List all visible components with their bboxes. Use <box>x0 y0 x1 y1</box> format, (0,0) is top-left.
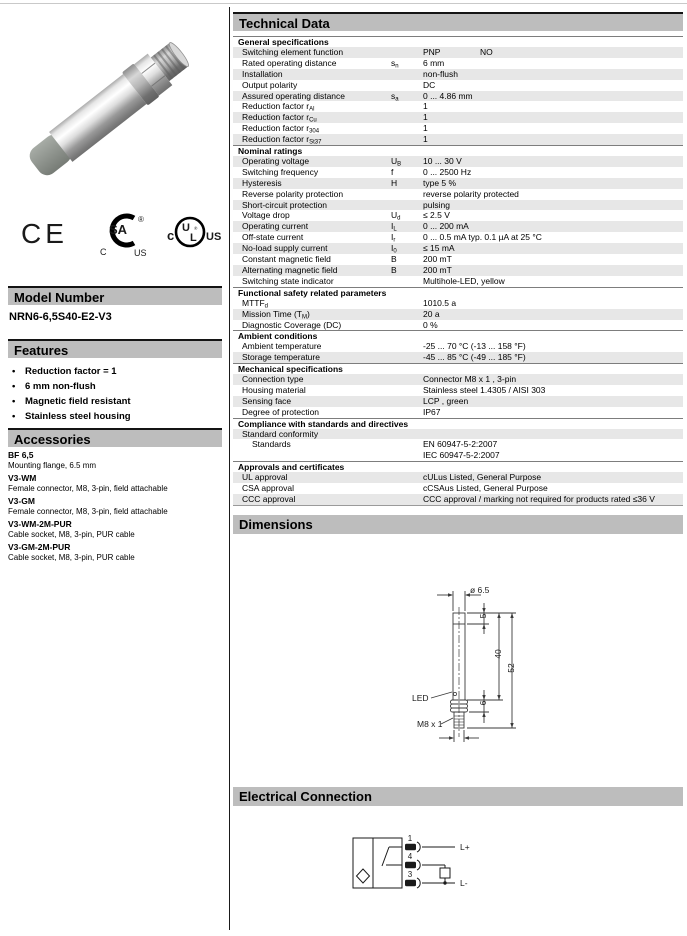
spec-row <box>233 91 683 102</box>
ul-mark-icon <box>160 214 222 252</box>
accessory-item <box>8 519 222 540</box>
spec-symbol <box>391 80 423 91</box>
dim-label-diameter: ø 6.5 <box>470 585 490 595</box>
product-photo <box>8 12 222 204</box>
spec-symbol <box>391 134 423 145</box>
features-list <box>8 366 222 426</box>
spec-label: Sensing face <box>242 395 292 406</box>
spec-symbol <box>391 483 423 494</box>
svg-text:SA: SA <box>109 222 128 237</box>
spec-label: UL approval <box>242 472 288 483</box>
dimensions-header-label: Dimensions <box>239 517 313 532</box>
spec-label: Reduction factor $r_{304}$ <box>242 123 320 135</box>
spec-row <box>233 156 683 167</box>
spec-row <box>233 396 683 407</box>
spec-label: Ambient temperature <box>242 341 322 352</box>
ce-mark-icon <box>20 216 82 250</box>
spec-row <box>233 232 683 243</box>
spec-label: Diagnostic Coverage (DC) <box>242 319 342 330</box>
accessories-list <box>8 450 222 565</box>
feature-item: • 6 mm non-flush <box>8 381 222 392</box>
technical-data-header <box>233 12 683 31</box>
dim-label-40: 40 <box>493 649 503 659</box>
table-section-title: Compliance with standards and directives <box>233 418 683 429</box>
dimensions-header <box>233 515 683 534</box>
spec-value: 1010.5 a <box>423 297 457 308</box>
model-number-header <box>8 286 222 305</box>
spec-label: Degree of protection <box>242 406 320 417</box>
svg-text:CE: CE <box>21 218 68 249</box>
spec-symbol: $s_n$ <box>391 57 399 70</box>
spec-row <box>233 472 683 483</box>
spec-row <box>233 298 683 309</box>
sensor-barrel <box>49 74 146 162</box>
table-section-title: Functional safety related parameters <box>233 287 683 298</box>
spec-row <box>233 80 683 91</box>
spec-value: 0 ... 2500 Hz <box>423 166 472 177</box>
column-divider <box>229 7 230 930</box>
accessories-header-label: Accessories <box>14 432 91 447</box>
spec-label: No-load supply current <box>242 243 328 254</box>
spec-value: ≤ 15 mA <box>423 243 455 254</box>
spec-label: Output polarity <box>242 79 298 90</box>
spec-value: 0 ... 4.86 mm <box>423 90 473 101</box>
spec-row <box>233 494 683 505</box>
dim-label-52: 52 <box>506 663 516 673</box>
spec-symbol <box>391 407 423 418</box>
feature-item: • Magnetic field resistant <box>8 396 222 407</box>
spec-value: 200 mT <box>423 254 452 265</box>
features-header <box>8 339 222 358</box>
spec-value: 1 <box>423 123 428 134</box>
spec-symbol <box>391 472 423 483</box>
electrical-diagram <box>233 807 683 932</box>
spec-label: Constant magnetic field <box>242 254 331 265</box>
spec-label: CSA approval <box>242 483 294 494</box>
spec-symbol <box>391 309 423 320</box>
spec-label: Off-state current <box>242 232 304 243</box>
svg-text:C: C <box>100 247 107 257</box>
spec-value: cCSAus Listed, General Purpose <box>423 483 548 494</box>
spec-value: 6 mm <box>423 57 445 68</box>
electrical-header-label: Electrical Connection <box>239 789 372 804</box>
spec-value: reverse polarity protected <box>423 188 519 199</box>
spec-value: IP67 <box>423 406 441 417</box>
accessory-description: Mounting flange, 6.5 mm <box>8 461 97 470</box>
accessory-item <box>8 496 222 517</box>
spec-row <box>233 407 683 418</box>
table-section-title: Approvals and certificates <box>233 461 683 472</box>
spec-label: Housing material <box>242 384 306 395</box>
spec-label: Switching state indicator <box>242 275 334 286</box>
csa-mark-icon <box>96 210 152 258</box>
spec-label: Alternating magnetic field <box>242 265 338 275</box>
load-symbol <box>440 868 450 878</box>
spec-label: Reduction factor $r_{Cu}$ <box>242 112 317 124</box>
spec-value: LCP , green <box>423 395 469 406</box>
technical-data-header-label: Technical Data <box>239 16 330 31</box>
dim-label-6: 6 <box>478 700 488 706</box>
spec-value: 0 % <box>423 319 438 330</box>
table-section-title: General specifications <box>233 36 683 47</box>
accessory-description: Cable socket, M8, 3-pin, PUR cable <box>8 530 135 539</box>
spec-row <box>233 276 683 287</box>
spec-symbol <box>391 374 423 385</box>
spec-row <box>233 320 683 331</box>
svg-text:US: US <box>206 231 222 243</box>
spec-label: Standards <box>252 439 291 450</box>
table-section-title: Ambient conditions <box>233 330 683 341</box>
dim-label-led: LED <box>412 693 429 703</box>
spec-symbol: H <box>391 177 398 188</box>
spec-label: Mission Time $(T_M)$ <box>242 308 310 321</box>
spec-value: non-flush <box>423 68 458 79</box>
table-section-title: Mechanical specifications <box>233 363 683 374</box>
spec-row <box>233 47 683 58</box>
spec-symbol <box>391 276 423 287</box>
spec-label: Operating voltage <box>242 155 310 166</box>
svg-text:®: ® <box>194 226 198 231</box>
features-header-label: Features <box>14 343 69 358</box>
spec-label: Voltage drop <box>242 210 290 221</box>
spec-label: Assured operating distance <box>242 90 346 101</box>
spec-symbol: B <box>391 254 397 265</box>
pin-3-label: 3 <box>407 870 413 879</box>
spec-row <box>233 243 683 254</box>
spec-symbol <box>391 352 423 363</box>
spec-value: 20 a <box>423 308 440 319</box>
spec-row <box>233 374 683 385</box>
electrical-header <box>233 787 683 806</box>
spec-symbol <box>391 47 423 58</box>
spec-label: Switching element function <box>242 46 344 57</box>
spec-symbol <box>391 385 423 396</box>
spec-row <box>233 254 683 265</box>
spec-row <box>233 123 683 134</box>
spec-value: EN 60947-5-2:2007 IEC 60947-5-2:2007 <box>423 439 500 461</box>
accessory-description: Female connector, M8, 3-pin, field attachable <box>8 507 168 516</box>
spec-symbol: $U_B$ <box>391 155 402 168</box>
spec-row <box>233 58 683 69</box>
accessory-name: V3-WM-2M-PUR <box>8 519 72 529</box>
spec-row <box>233 210 683 221</box>
accessories-header <box>8 428 222 447</box>
spec-value: 0 ... 0.5 mA typ. 0.1 µA at 25 °C <box>423 232 542 243</box>
spec-value-secondary: NO <box>480 46 493 57</box>
spec-row <box>233 352 683 363</box>
accessory-name: V3-GM-2M-PUR <box>8 542 71 552</box>
svg-text:®: ® <box>138 215 144 224</box>
feature-item: • Reduction factor = 1 <box>8 366 222 377</box>
dim-label-thread: M8 x 1 <box>417 719 443 729</box>
spec-label: Short-circuit protection <box>242 199 328 210</box>
technical-data-table <box>233 36 683 506</box>
feature-item: • Stainless steel housing <box>8 411 222 422</box>
accessory-description: Female connector, M8, 3-pin, field attachable <box>8 484 168 493</box>
spec-label: Reverse polarity protection <box>242 188 344 199</box>
spec-symbol <box>391 189 423 200</box>
spec-value: Stainless steel 1.4305 / AISI 303 <box>423 384 546 395</box>
spec-label: CCC approval <box>242 493 296 504</box>
spec-value: 0 ... 200 mA <box>423 221 469 232</box>
spec-row <box>233 483 683 494</box>
accessory-name: V3-GM <box>8 496 35 506</box>
svg-text:L: L <box>190 232 197 244</box>
spec-symbol <box>391 112 423 123</box>
spec-label: Connection type <box>242 374 304 385</box>
spec-label: Standard conformity <box>242 428 319 439</box>
spec-symbol: B <box>391 265 397 275</box>
spec-label: Operating current <box>242 221 309 232</box>
model-number-header-label: Model Number <box>14 290 105 305</box>
spec-value: ≤ 2.5 V <box>423 210 450 221</box>
certification-marks <box>8 210 222 258</box>
accessory-description: Cable socket, M8, 3-pin, PUR cable <box>8 553 135 562</box>
spec-row <box>233 341 683 352</box>
spec-symbol <box>391 123 423 134</box>
spec-row <box>233 178 683 189</box>
svg-text:c: c <box>167 228 175 243</box>
spec-row <box>233 309 683 320</box>
spec-symbol <box>391 429 423 440</box>
spec-row <box>233 69 683 80</box>
spec-row <box>233 200 683 211</box>
spec-value <box>423 429 683 440</box>
svg-text:U: U <box>182 222 190 234</box>
spec-row <box>233 101 683 112</box>
spec-value: 1 <box>423 134 428 145</box>
spec-symbol: $I_L$ <box>391 221 397 233</box>
spec-row <box>233 189 683 200</box>
spec-label: Hysteresis <box>242 177 282 188</box>
spec-symbol <box>391 396 423 407</box>
spec-row <box>233 112 683 123</box>
spec-label: Rated operating distance <box>242 57 337 68</box>
spec-value: cULus Listed, General Purpose <box>423 472 542 483</box>
junction-dot <box>443 881 446 884</box>
svg-text:US: US <box>134 248 147 258</box>
spec-row <box>233 439 683 461</box>
spec-row <box>233 429 683 440</box>
spec-value: DC <box>423 79 436 90</box>
spec-label: Reduction factor $r_{St37}$ <box>242 134 322 146</box>
spec-value: 10 ... 30 V <box>423 155 462 166</box>
dimensions-drawing <box>233 537 683 785</box>
supply-plus-label: L+ <box>460 842 470 852</box>
spec-value: CCC approval / marking not required for products rated ≤36 V <box>423 493 655 504</box>
page-top-edge <box>0 3 687 4</box>
pin-1-label: 1 <box>407 834 413 843</box>
supply-minus-label: L- <box>460 878 468 888</box>
spec-value: 1 <box>423 112 428 123</box>
sensor-body-group <box>23 36 195 183</box>
spec-symbol: $U_d$ <box>391 210 401 222</box>
spec-symbol: $s_a$ <box>391 90 399 103</box>
pin-4-label: 4 <box>407 852 413 861</box>
spec-row <box>233 265 683 276</box>
accessory-item <box>8 450 222 471</box>
table-section-title: Nominal ratings <box>233 145 683 156</box>
spec-value: Multihole-LED, yellow <box>423 275 505 286</box>
spec-value: -45 ... 85 °C (-49 ... 185 °F) <box>423 352 526 363</box>
spec-label: Reduction factor $r_{Al}$ <box>242 101 315 113</box>
spec-value: 1 <box>423 101 428 112</box>
spec-label: Switching frequency <box>242 166 319 177</box>
spec-value: PNP NO <box>423 46 493 57</box>
sensor-symbol-diamond <box>357 869 370 883</box>
spec-row <box>233 385 683 396</box>
spec-value: -25 ... 70 °C (-13 ... 158 °F) <box>423 341 526 352</box>
spec-value: type 5 % <box>423 177 457 188</box>
spec-label: $MTTF_d$ <box>242 297 269 310</box>
spec-symbol <box>391 494 423 505</box>
spec-row <box>233 221 683 232</box>
spec-symbol <box>391 69 423 80</box>
accessory-name: BF 6,5 <box>8 450 34 460</box>
spec-value: Connector M8 x 1 , 3-pin <box>423 374 517 385</box>
spec-label: Installation <box>242 68 283 79</box>
model-number-value: NRN6-6,5S40-E2-V3 <box>9 311 112 323</box>
spec-symbol <box>391 439 423 461</box>
accessory-item <box>8 473 222 494</box>
spec-symbol: $I_r$ <box>391 232 396 244</box>
spec-symbol <box>391 298 423 309</box>
spec-symbol: f <box>391 166 394 177</box>
spec-symbol: $I_0$ <box>391 243 397 255</box>
accessory-item <box>8 542 222 563</box>
spec-symbol <box>391 320 423 331</box>
spec-label: Storage temperature <box>242 352 320 363</box>
spec-symbol <box>391 341 423 352</box>
spec-symbol <box>391 101 423 112</box>
spec-symbol <box>391 200 423 211</box>
dim-label-5: 5 <box>478 613 488 619</box>
spec-row <box>233 167 683 178</box>
spec-value: 200 mT <box>423 265 452 275</box>
accessory-name: V3-WM <box>8 473 37 483</box>
spec-row <box>233 134 683 145</box>
spec-value: pulsing <box>423 199 450 210</box>
